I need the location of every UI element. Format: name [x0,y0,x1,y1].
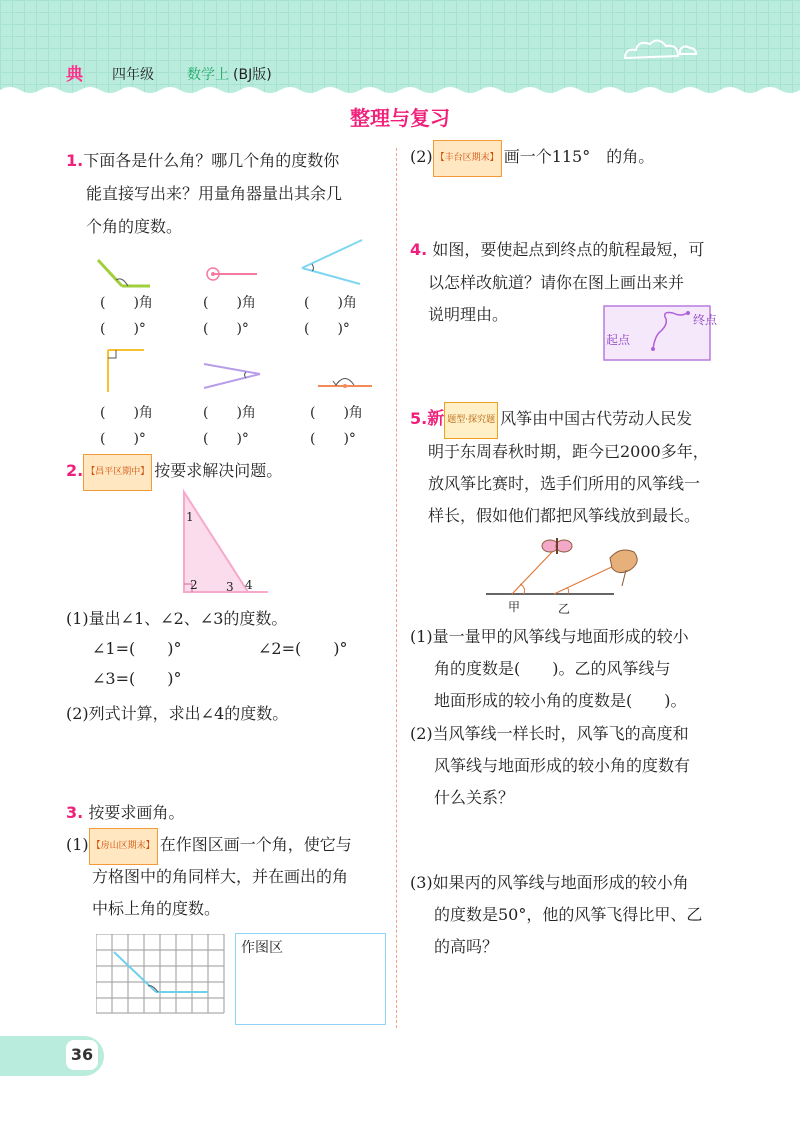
q3-grid-figure [96,934,226,1014]
q5-part-3-line-3: 的高吗？ [434,937,499,956]
obtuse-angle-figure [98,260,150,286]
q5-part-2-line-2: 风筝线与地面形成的较小角的度数有 [434,756,691,775]
q1-d-angle[interactable]: ( )角 [100,405,153,421]
q3-part-2: (2) 【丰台区期末】 画一个115° 的角。 [410,140,654,177]
q1-b-angle[interactable]: ( )角 [203,295,256,311]
q3-part-1-line-2: 方格图中的角同样大，并在画出的角 [92,867,349,886]
right-angle-figure [108,350,144,392]
q5-kite-figure [486,532,646,604]
q2-part-1: (1)量出∠1、∠2、∠3的度数。 [66,609,288,628]
header-wave [0,84,800,104]
q1-c-degree[interactable]: ( )° [304,321,350,337]
grade-label: 四年级 [112,67,154,83]
drawing-area-label: 作图区 [241,940,283,956]
q5-line-1: 5.新 题型·探究题 风筝由中国古代劳动人民发 [410,402,692,439]
q2-answer-3[interactable]: ∠3=( )° [92,669,182,688]
q1-number: 1. [66,151,84,170]
q5-yi-label: 乙 [558,602,571,616]
q5-part-3-line-1: (3)如果丙的风筝线与地面形成的较小角 [410,873,689,892]
q1-a-degree[interactable]: ( )° [100,321,146,337]
q2-answer-2[interactable]: ∠2=( )° [258,639,348,658]
q2-angle-4-label: 4 [245,578,253,592]
subject-label: 数学上 [187,67,229,83]
q2-angle-3-label: 3 [226,580,234,594]
q1-c-angle[interactable]: ( )角 [304,295,357,311]
q3-source-tag: 【房山区期末】 [89,828,158,865]
q5-part-2-line-1: (2)当风筝线一样长时，风筝飞的高度和 [410,724,689,743]
q2-heading: 2. 【昌平区期中】 按要求解决问题。 [66,454,282,491]
q1-f-degree[interactable]: ( )° [310,431,356,447]
q2-angle-1-label: 1 [186,510,194,524]
q1-b-degree[interactable]: ( )° [203,321,249,337]
q1-f-angle[interactable]: ( )角 [310,405,363,421]
q1-line-1: 1.下面各是什么角？哪几个角的度数你 [66,151,340,170]
q5-line-2: 明于东周春秋时期，距今已2000多年， [428,442,709,461]
q1-a-angle[interactable]: ( )角 [100,295,153,311]
q4-line-3: 说明理由。 [428,305,509,324]
q2-source-tag: 【昌平区期中】 [83,454,152,491]
q5-type-tag: 题型·探究题 [444,402,498,439]
edition-label: (BJ版) [233,67,272,83]
acute-angle-figure-1 [302,240,362,284]
q5-line-3: 放风筝比赛时，选手们所用的风筝线一 [428,474,701,493]
q3-part-2-source-tag: 【丰台区期末】 [433,140,502,177]
q5-part-1-line-3[interactable]: 地面形成的较小角的度数是( )。 [434,691,687,710]
q2-answer-1[interactable]: ∠1=( )° [92,639,182,658]
q5-part-1-line-1: (1)量一量甲的风筝线与地面形成的较小 [410,627,689,646]
q1-line-3: 个角的度数。 [86,217,183,236]
page-number: 36 [66,1040,98,1070]
q5-part-2-line-3: 什么关系？ [434,788,515,807]
q3-heading: 3. 按要求画角。 [66,803,185,822]
q3-part-1-line-3: 中标上角的度数。 [92,899,221,918]
q1-e-angle[interactable]: ( )角 [203,405,256,421]
acute-angle-figure-2 [204,364,260,388]
q3-part-1-line-1: (1) 【房山区期末】 在作图区画一个角，使它与 [66,828,352,865]
q4-start-label: 起点 [606,333,631,347]
q4-line-2: 以怎样改航道？请你在图上画出来并 [428,273,685,292]
q5-new-mark: 新 [427,409,445,429]
q1-e-degree[interactable]: ( )° [203,431,249,447]
cloud-icon [620,36,700,66]
brand-logo: 典 [66,65,83,85]
q5-part-3-line-2: 的度数是50°，他的风筝飞得比甲、乙 [434,905,703,924]
page-title: 整理与复习 [350,106,450,130]
q1-d-degree[interactable]: ( )° [100,431,146,447]
butterfly-kite-icon [542,538,572,554]
bird-kite-icon [610,550,637,586]
column-divider [396,148,397,1028]
q2-part-2: (2)列式计算，求出∠4的度数。 [66,704,289,723]
q5-line-4: 样长，假如他们都把风筝线放到最长。 [428,506,701,525]
round-angle-figure [207,268,257,280]
q1-line-2: 能直接写出来？用量角器量出其余几 [86,184,343,203]
q2-angle-2-label: 2 [190,578,198,592]
q5-jia-label: 甲 [508,600,521,614]
straight-angle-figure [318,379,372,389]
q4-line-1: 4. 如图，要使起点到终点的航程最短，可 [410,240,705,259]
q5-part-1-line-2[interactable]: 角的度数是( )。乙的风筝线与 [434,659,671,678]
q4-end-label: 终点 [693,313,718,327]
q2-triangle-figure [172,488,272,598]
